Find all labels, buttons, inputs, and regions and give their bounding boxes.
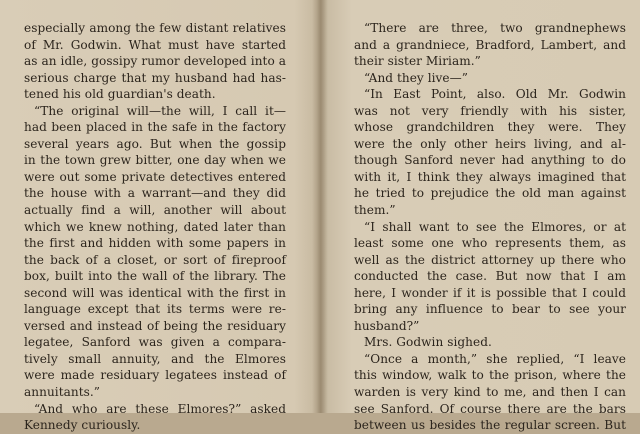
text-line: though Sanford never had anything to do	[354, 153, 626, 168]
left-page	[0, 0, 318, 433]
text-line: “There are three, two grandnephews	[364, 21, 626, 35]
text-line: whose grandchildren they were. They	[354, 120, 626, 135]
text-line: in the town grew bitter, one day when we	[24, 153, 286, 168]
text-line: were the only other heirs living, and al-	[354, 136, 626, 151]
text-line: “The original will—the will, I call it—	[34, 103, 286, 118]
text-line: Mrs. Godwin sighed.	[364, 335, 492, 350]
right-page	[322, 0, 640, 433]
text-line: “And they live—”	[364, 70, 469, 85]
text-line: warden is very kind to me, and then I can	[354, 385, 626, 400]
text-line: legatee, Sanford was given a compara-	[24, 335, 286, 350]
text-line: see Sanford. Of course there are the bars	[354, 401, 626, 416]
text-line: with it, I think they always imagined that	[354, 169, 626, 184]
text-line: he tried to prejudice the old man against	[354, 186, 626, 201]
text-line: “I shall want to see the Elmores, or at	[364, 219, 626, 234]
text-line: as an idle, gossipy rumor developed into a	[24, 54, 286, 69]
text-line: “Once a month,” she replied, “I leave	[364, 351, 626, 366]
text-line: least some one who represents them, as	[354, 236, 626, 251]
text-line: and a grandniece, Bradford, Lambert, and	[354, 37, 626, 52]
text-line: box, built into the wall of the library. The	[24, 269, 286, 284]
text-line: which we knew nothing, dated later than	[24, 219, 286, 234]
text-line: well as the district attorney up there who	[354, 252, 626, 267]
text-line: annuitants.”	[24, 385, 100, 400]
text-line: tened his old guardian's death.	[24, 87, 216, 102]
text-line: between us besides the regular screen. But	[354, 418, 626, 433]
text-line: serious charge that my husband had has-	[24, 70, 286, 85]
text-line: was not very friendly with his sister,	[354, 103, 626, 118]
text-line: the back of a closet, or sort of fireproof	[24, 252, 286, 267]
text-line: versed and instead of being the residuary	[24, 318, 286, 333]
left-page-text	[24, 20, 286, 434]
text-line: were made residuary legatees instead of	[24, 368, 286, 383]
text-line: were out some private detectives entered	[24, 169, 286, 184]
text-line: Kennedy curiously.	[24, 418, 141, 433]
text-line: here, I wonder if it is possible that I could	[354, 285, 626, 300]
text-line: this window, walk to the prison, where the	[354, 368, 626, 383]
text-line: the house with a warrant—and they did	[24, 186, 286, 201]
text-line: had been placed in the safe in the factory	[24, 120, 286, 135]
text-line: their sister Miriam.”	[354, 54, 481, 69]
text-line: the first and hidden with some papers in	[24, 236, 286, 251]
text-line: of Mr. Godwin. What must have started	[24, 37, 286, 52]
right-page-text	[354, 20, 626, 434]
text-line: especially among the few distant relatives	[24, 21, 286, 35]
text-line: husband?”	[354, 318, 420, 333]
text-line: several years ago. But when the gossip	[24, 136, 286, 151]
text-line: bring any influence to bear to see your	[354, 302, 626, 317]
text-line: language except that its terms were re-	[24, 302, 286, 317]
text-line: actually find a will, another will about	[24, 203, 286, 218]
text-line: conducted the case. But now that I am	[354, 269, 626, 284]
text-line: tively small annuity, and the Elmores	[24, 351, 286, 366]
text-line: second will was identical with the first in	[24, 285, 286, 300]
text-line: “And who are these Elmores?” asked	[34, 401, 286, 416]
text-line: “In East Point, also. Old Mr. Godwin	[364, 87, 626, 102]
text-line: them.”	[354, 203, 396, 218]
